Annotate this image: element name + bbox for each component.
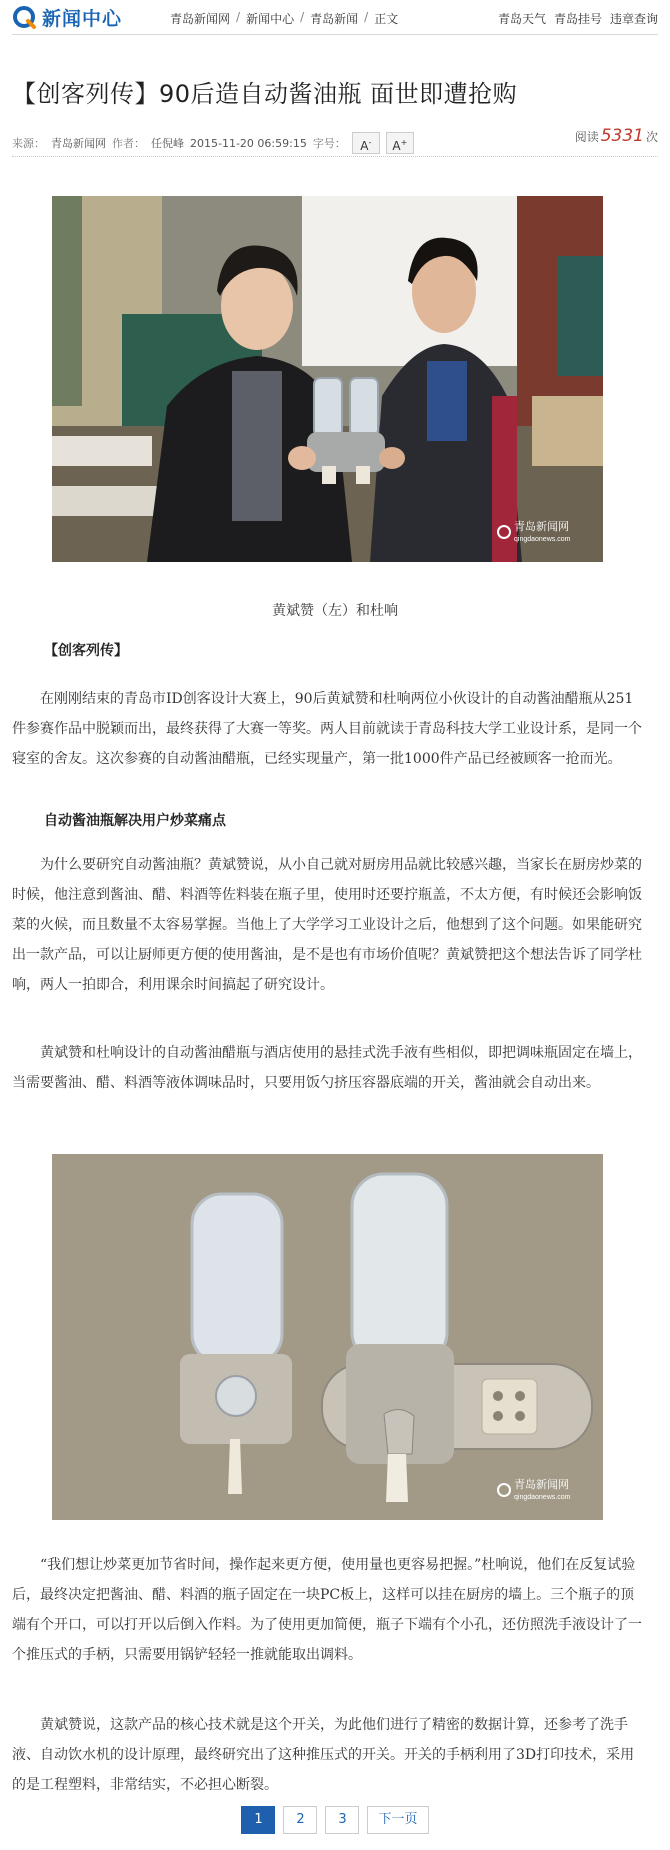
font-increase-label: A <box>392 139 401 153</box>
paragraph-1: 在刚刚结束的青岛市ID创客设计大赛上，90后黄斌赞和杜响两位小伙设计的自动酱油醋瓶从251件参赛作品中脱颖而出，最终获得了大赛一等奖。两人目前就读于青岛科技大学工业设计系，是同一个寝室的舍友。这次参赛的自动酱油醋瓶，已经实现量产，第一批1000件产品已经被顾客一抢而光。 <box>12 691 642 767</box>
site-header <box>12 0 658 35</box>
author-name: 任倪峰 <box>151 137 184 150</box>
source-label: 来源： <box>12 137 45 150</box>
breadcrumb-item-qingdao-news[interactable]: 青岛新闻 <box>310 12 359 26</box>
publish-datetime: 2015-11-20 06:59:15 <box>190 136 307 150</box>
paragraph-5: 黄斌赞说，这款产品的核心技术就是这个开关，为此他们进行了精密的数据计算，还参考了洗手液、自动饮水机的设计原理，最终研究出了这种推压式的开关。开关的手柄利用了3D打印技术，采用的是工程塑料，非常结实，不必担心断裂。 <box>12 1717 635 1793</box>
hospital-registration-link[interactable]: 青岛挂号 <box>553 12 602 26</box>
minus-icon: - <box>368 138 372 147</box>
font-size-label: 字号： <box>312 137 346 150</box>
article-title: 【创客列传】90后造自动酱油瓶 面世即遭抢购 <box>12 80 518 108</box>
breadcrumb-item-news-center[interactable]: 新闻中心 <box>246 12 295 26</box>
breadcrumb-separator: / <box>300 10 305 24</box>
font-decrease-button[interactable] <box>352 132 380 154</box>
paragraph-3: 黄斌赞和杜响设计的自动酱油醋瓶与酒店使用的悬挂式洗手液有些相似，即把调味瓶固定在墙上，当需要酱油、醋、料酒等液体调味品时，只要用饭勺挤压容器底端的开关，酱油就会自动出来。 <box>12 1045 642 1091</box>
breadcrumb-separator: / <box>236 10 241 24</box>
article-meta <box>12 132 414 154</box>
weather-link[interactable]: 青岛天气 <box>497 12 546 26</box>
breadcrumb-item-current: 正文 <box>374 12 399 26</box>
logo-icon <box>12 4 38 30</box>
read-count-label: 阅读 <box>574 130 599 144</box>
font-increase-button[interactable] <box>386 132 414 154</box>
source-link[interactable]: 青岛新闻网 <box>51 137 106 150</box>
watermark-en: qingdaonews.com <box>514 536 571 543</box>
paragraph-2: 为什么要研究自动酱油瓶？黄斌赞说，从小自己就对厨房用品就比较感兴趣，当家长在厨房炒菜的时候，他注意到酱油、醋、料酒等佐料装在瓶子里，使用时还要拧瓶盖，不太方便，有时候还会影响饭菜的火候，而且数量不太容易掌握。当他上了大学学习工业设计之后，他想到了这个问题。如果能研究出一款产品，可以让厨师更方便的使用酱油，是不是也有市场价值呢？黄斌赞把这个想法告诉了同学杜响，两人一拍即合，利用课余时间搞起了研究设计。 <box>12 857 642 993</box>
plus-icon: + <box>400 138 408 147</box>
pagination <box>0 1806 670 1834</box>
read-count-unit: 次 <box>645 130 658 144</box>
font-decrease-label: A <box>360 139 369 153</box>
traffic-violation-link[interactable]: 违章查询 <box>609 12 658 26</box>
watermark-cn: 青岛新闻网 <box>514 1479 569 1491</box>
watermark-en: qingdaonews.com <box>514 1494 571 1501</box>
next-page-button[interactable]: 下一页 <box>367 1806 428 1834</box>
breadcrumb <box>170 10 398 27</box>
article-photo-dispensers <box>52 1154 603 1520</box>
photo-caption: 黄斌赞（左）和杜响 <box>272 603 398 619</box>
section-tag: 【创客列传】 <box>44 643 128 659</box>
breadcrumb-separator: / <box>364 10 369 24</box>
breadcrumb-item-home[interactable]: 青岛新闻网 <box>170 12 231 26</box>
site-logo[interactable] <box>12 4 122 30</box>
page-2-button[interactable]: 2 <box>283 1806 317 1834</box>
site-name: 新闻中心 <box>42 7 123 30</box>
article-photo-students <box>52 196 603 562</box>
read-count-value: 5331 <box>600 126 644 146</box>
watermark-cn: 青岛新闻网 <box>514 521 569 533</box>
paragraph-4: “我们想让炒菜更加节省时间，操作起来更方便，使用量也更容易把握。”杜响说，他们在反复试验后，最终决定把酱油、醋、料酒的瓶子固定在一块PC板上，这样可以挂在厨房的墙上。三个瓶子的顶端有个开口，可以打开以后倒入作料。为了使用更加简便，瓶子下端有个小孔，还仿照洗手液设计了一个推压式的手柄，只需要用锅铲轻轻一推就能取出调料。 <box>12 1557 642 1663</box>
read-count <box>575 126 658 146</box>
subheading: 自动酱油瓶解决用户炒菜痛点 <box>44 813 226 829</box>
page-3-button[interactable]: 3 <box>325 1806 359 1834</box>
page-1-button[interactable]: 1 <box>241 1806 275 1834</box>
author-label: 作者： <box>112 137 145 150</box>
header-links <box>498 10 658 27</box>
meta-divider <box>12 156 658 157</box>
